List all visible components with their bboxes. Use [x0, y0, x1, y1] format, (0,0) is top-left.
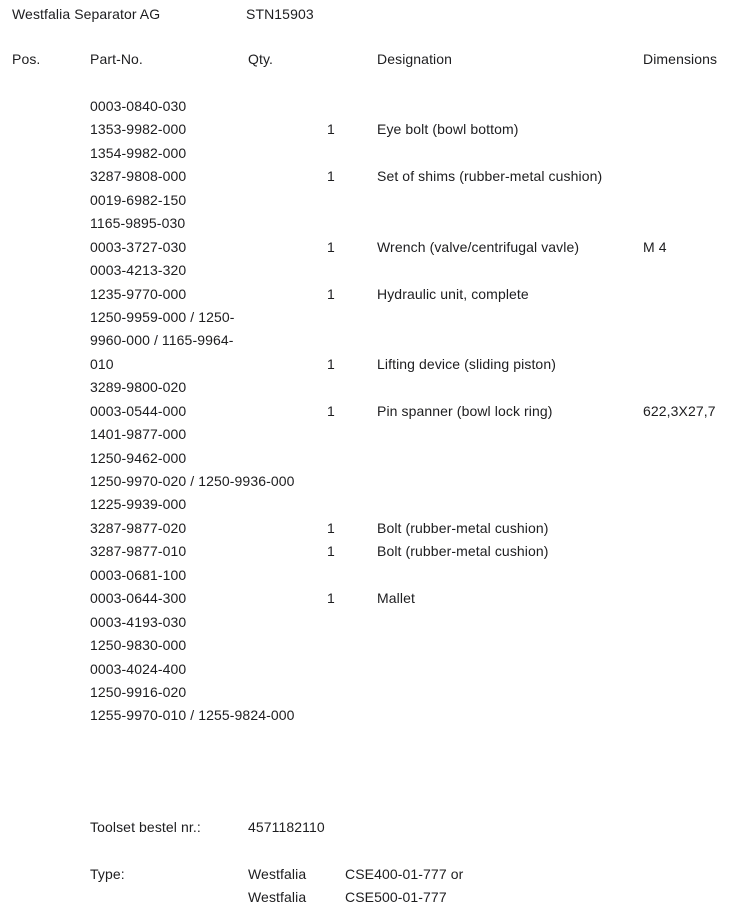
- table-row: [0, 634, 741, 657]
- table-row: [0, 283, 741, 306]
- part-no-cell: 3287-9877-020: [90, 519, 187, 536]
- part-no-cell: 010: [90, 355, 114, 372]
- table-row: [0, 236, 741, 259]
- part-no-cell: 1255-9970-010 / 1255-9824-000: [90, 707, 295, 724]
- part-no-cell: 1250-9916-020: [90, 683, 187, 700]
- qty-cell: 1: [327, 238, 335, 255]
- part-no-cell: 0003-0544-000: [90, 402, 187, 419]
- qty-cell: 1: [327, 168, 335, 185]
- part-no-cell: 1165-9895-030: [90, 215, 186, 232]
- table-row: [0, 212, 741, 235]
- type-row-1: [0, 866, 741, 886]
- dimensions-cell: M 4: [643, 238, 667, 255]
- designation-cell: Hydraulic unit, complete: [377, 285, 529, 302]
- part-no-cell: 1225-9939-000: [90, 496, 187, 513]
- table-row: [0, 540, 741, 563]
- column-header-dimensions: Dimensions: [643, 51, 718, 67]
- table-row: [0, 493, 741, 516]
- company-name: Westfalia Separator AG: [12, 6, 161, 22]
- table-row: [0, 658, 741, 681]
- designation-cell: Bolt (rubber-metal cushion): [377, 543, 549, 560]
- type-row-2: [0, 889, 741, 908]
- table-row: [0, 447, 741, 470]
- type-brand-2: Westfalia: [248, 889, 307, 905]
- table-row: [0, 95, 741, 118]
- table-row: [0, 189, 741, 212]
- designation-cell: Set of shims (rubber-metal cushion): [377, 168, 603, 185]
- column-header-pos: Pos.: [12, 51, 41, 67]
- part-no-cell: 3289-9800-020: [90, 379, 187, 396]
- part-no-cell: 1250-9830-000: [90, 637, 187, 654]
- qty-cell: 1: [327, 590, 335, 607]
- type-model-2: CSE500-01-777: [345, 889, 447, 905]
- table-row: [0, 259, 741, 282]
- part-no-cell: 0003-4193-030: [90, 613, 187, 630]
- part-no-cell: 1235-9770-000: [90, 285, 187, 302]
- part-no-cell: 0003-4024-400: [90, 660, 187, 677]
- toolset-order-number-value: 4571182110: [248, 819, 325, 835]
- toolset-order-number-row: [0, 819, 741, 839]
- part-no-cell: 1353-9982-000: [90, 121, 187, 138]
- designation-cell: Pin spanner (bowl lock ring): [377, 402, 553, 419]
- table-row: [0, 587, 741, 610]
- qty-cell: 1: [327, 121, 335, 138]
- qty-cell: 1: [327, 402, 335, 419]
- table-row: [0, 611, 741, 634]
- parts-table-body: [0, 95, 741, 728]
- part-no-cell: 0003-0644-300: [90, 590, 187, 607]
- designation-cell: Mallet: [377, 590, 415, 607]
- table-row: [0, 118, 741, 141]
- qty-cell: 1: [327, 543, 335, 560]
- column-header-qty: Qty.: [248, 51, 274, 67]
- table-row: [0, 306, 741, 329]
- part-no-cell: 1250-9959-000 / 1250-: [90, 308, 235, 325]
- qty-cell: 1: [327, 285, 335, 302]
- qty-cell: 1: [327, 355, 335, 372]
- part-no-cell: 9960-000 / 1165-9964-: [90, 332, 234, 349]
- table-row: [0, 400, 741, 423]
- table-row: [0, 353, 741, 376]
- table-row: [0, 423, 741, 446]
- table-row: [0, 329, 741, 352]
- type-model-1: CSE400-01-777 or: [345, 866, 464, 882]
- type-label: Type:: [90, 866, 125, 882]
- table-row: [0, 704, 741, 727]
- column-header-part-no: Part-No.: [90, 51, 143, 67]
- part-no-cell: 0003-0681-100: [90, 566, 187, 583]
- column-header-designation: Designation: [377, 51, 453, 67]
- qty-cell: 1: [327, 519, 335, 536]
- designation-cell: Wrench (valve/centrifugal vavle): [377, 238, 580, 255]
- part-no-cell: 0003-0840-030: [90, 98, 187, 114]
- part-no-cell: 3287-9877-010: [90, 543, 187, 560]
- part-no-cell: 3287-9808-000: [90, 168, 187, 185]
- table-row: [0, 376, 741, 399]
- part-no-cell: 1250-9970-020 / 1250-9936-000: [90, 473, 295, 489]
- document-number: STN15903: [246, 6, 314, 22]
- part-no-cell: 1250-9462-000: [90, 449, 187, 466]
- table-row: [0, 681, 741, 704]
- dimensions-cell: 622,3X27,7: [643, 402, 716, 419]
- table-row: [0, 517, 741, 540]
- type-brand-1: Westfalia: [248, 866, 307, 882]
- part-no-cell: 1401-9877-000: [90, 426, 187, 443]
- designation-cell: Lifting device (sliding piston): [377, 355, 556, 372]
- designation-cell: Eye bolt (bowl bottom): [377, 121, 519, 138]
- part-no-cell: 0003-4213-320: [90, 262, 187, 279]
- table-row: [0, 564, 741, 587]
- part-no-cell: 1354-9982-000: [90, 144, 187, 161]
- table-row: [0, 142, 741, 165]
- designation-cell: Bolt (rubber-metal cushion): [377, 519, 549, 536]
- table-row: [0, 165, 741, 188]
- part-no-cell: 0019-6982-150: [90, 191, 187, 208]
- part-no-cell: 0003-3727-030: [90, 238, 187, 255]
- table-row: [0, 470, 741, 493]
- toolset-order-number-label: Toolset bestel nr.:: [90, 819, 201, 835]
